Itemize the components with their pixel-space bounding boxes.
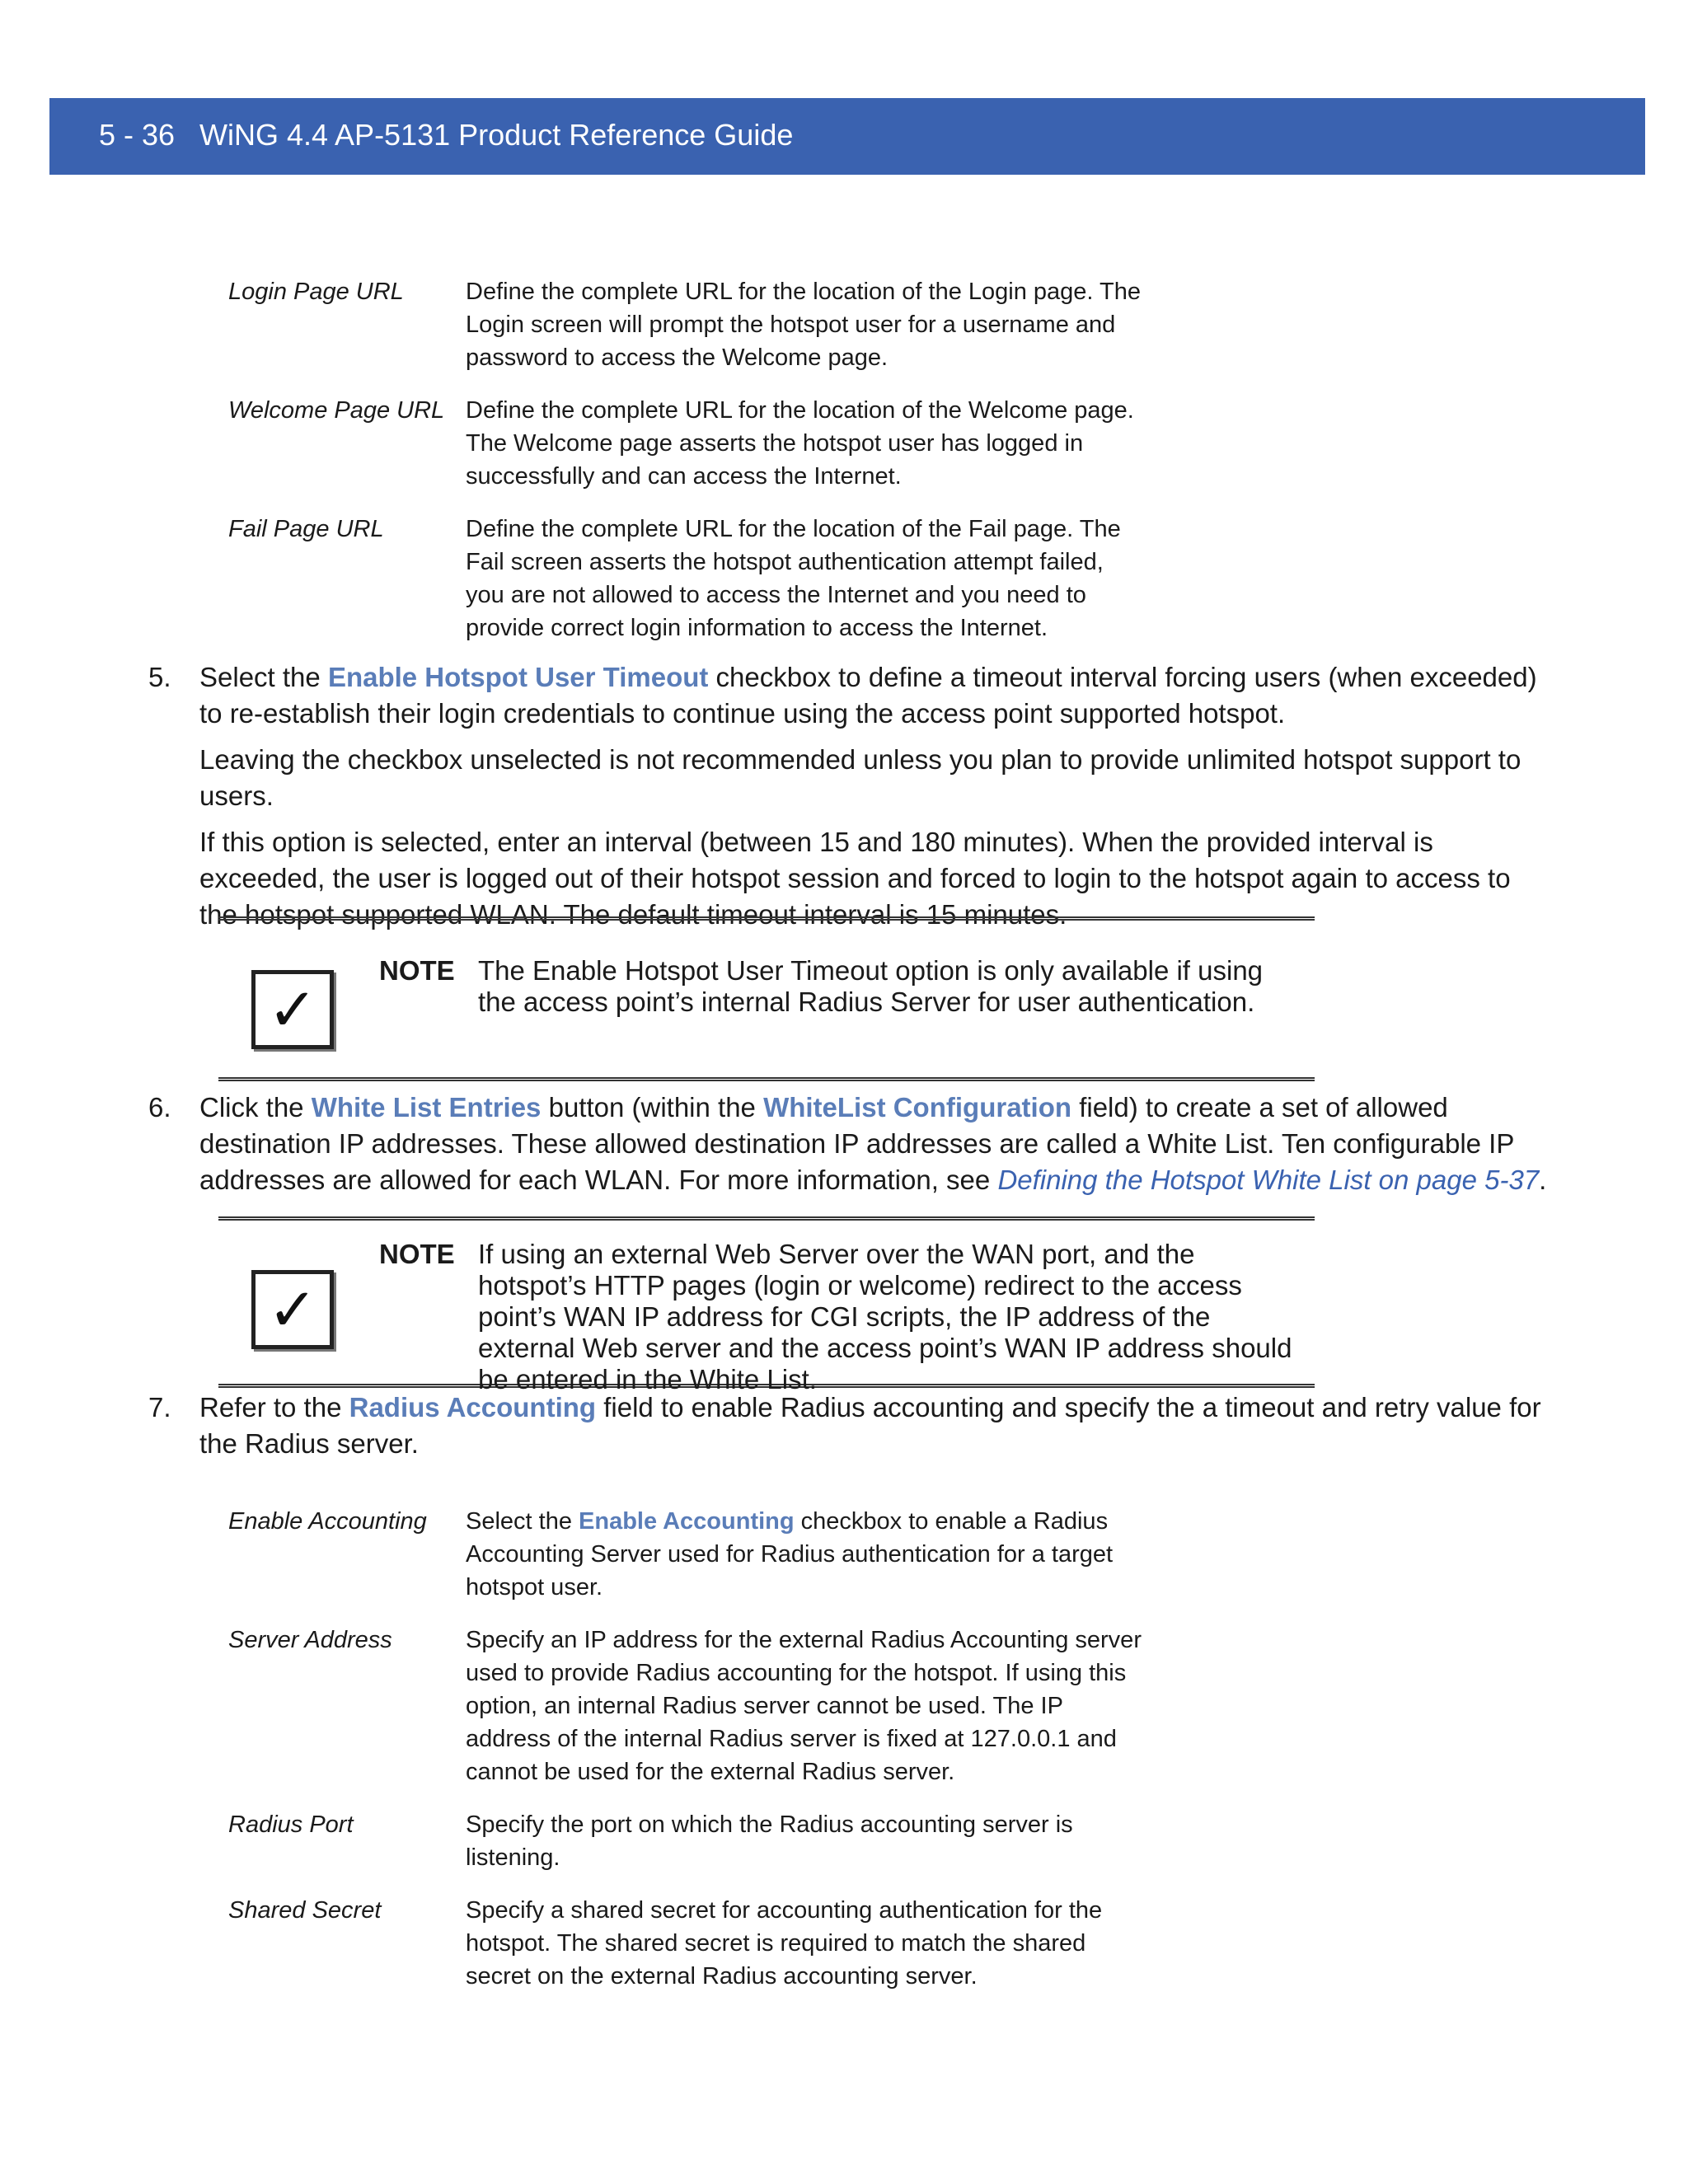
definition-description: Define the complete URL for the location of the Welcome page. The Welcome page asserts the hotspot user has logged in successfully and can access the Internet. [466,397,1134,490]
definition-description: Specify a shared secret for accounting authentication for the hotspot. The shared secret is required to match the shared secret on the external Radius accounting server. [466,1897,1103,1990]
step-paragraph: Click the White List Entries button (within the WhiteList Configuration field) to create a set of allowed destination IP addresses. These allowed destination IP addresses are called a White List. Ten configurable IP addresses are allowed for each WLAN. For more information, see Defining the Hotspot White List on page 5-37. [199,1092,1547,1195]
definition-description: Select the Enable Accounting checkbox to enable a Radius Accounting Server used for Radius authentication for a target hotspot user. [466,1508,1114,1601]
step-paragraph: Select the Enable Hotspot User Timeout checkbox to define a timeout interval forcing users (when exceeded) to re-establish their login credentials to continue using the access point supported hotspot. [199,662,1537,729]
definition-term: Fail Page URL [228,516,384,542]
definition-description: Specify an IP address for the external Radius Accounting server used to provide Radius accounting for the hotspot. If using this option, an internal Radius server cannot be used. The IP address of the internal Radius server is fixed at 127.0.0.1 and cannot be used for the external Radius server. [466,1627,1142,1785]
definition-term: Server Address [228,1627,392,1653]
note-text: The Enable Hotspot User Timeout option is only available if using the access point’s internal Radius Server for user authentication. [478,955,1264,1017]
definition-row [228,1505,1143,1604]
page-number: 5 - 36 [99,118,176,152]
definition-row [228,394,1143,493]
step-paragraph: If this option is selected, enter an interval (between 15 and 180 minutes). When the provided interval is exceeded, the user is logged out of their hotspot session and forced to login to the hotspot again to access to the hotspot supported WLAN. The default timeout interval is 15 minutes. [199,827,1511,930]
step-paragraph: Refer to the Radius Accounting field to enable Radius accounting and specify the a timeout and retry value for the Radius server. [199,1392,1541,1459]
document-title: WiNG 4.4 AP-5131 Product Reference Guide [199,118,794,152]
url-definitions-table [228,275,1143,664]
cross-reference-link[interactable]: Defining the Hotspot White List on page 5-37 [997,1165,1540,1195]
ui-keyword: WhiteList Configuration [763,1092,1072,1122]
step-7 [148,1390,1550,1472]
checkmark-icon: ✓ [251,1270,334,1349]
step-5 [148,659,1550,943]
definition-row [228,1894,1143,1993]
definition-term: Radius Port [228,1811,354,1838]
accounting-definitions-table [228,1505,1143,2013]
note-box [218,916,1315,1081]
step-6 [148,1090,1550,1208]
note-label: NOTE [379,1239,455,1269]
page-header [49,98,1645,175]
ui-keyword: White List Entries [311,1092,542,1122]
definition-description: Specify the port on which the Radius accounting server is listening. [466,1811,1073,1871]
definition-term: Shared Secret [228,1897,382,1924]
note-label: NOTE [379,955,455,986]
step-number: 7. [148,1392,171,1422]
definition-description: Define the complete URL for the location of the Login page. The Login screen will prompt the hotspot user for a username and password to access the Welcome page. [466,279,1141,371]
ui-keyword: Enable Accounting [579,1508,795,1535]
definition-row [228,1808,1143,1874]
definition-row [228,513,1143,644]
definition-term: Enable Accounting [228,1508,427,1535]
step-number: 6. [148,1092,171,1122]
note-box [218,1216,1315,1394]
definition-term: Login Page URL [228,279,404,305]
definition-term: Welcome Page URL [228,397,445,424]
ui-keyword: Enable Hotspot User Timeout [327,662,709,692]
step-paragraph: Leaving the checkbox unselected is not recommended unless you plan to provide unlimited hotspot support to users. [199,744,1522,811]
step-number: 5. [148,662,171,692]
note-text: If using an external Web Server over the WAN port, and the hotspot’s HTTP pages (login or welcome) redirect to the access point’s WAN IP address for CGI scripts, the IP address of the external Web server and the access point’s WAN IP address should be entered in the White List. [478,1239,1292,1394]
definition-description: Define the complete URL for the location of the Fail page. The Fail screen asserts the hotspot authentication attempt failed, you are not allowed to access the Internet and you need to provide correct login information to access the Internet. [466,516,1121,641]
definition-row [228,275,1143,374]
ui-keyword: Radius Accounting [349,1392,597,1422]
checkmark-icon: ✓ [251,970,334,1049]
definition-row [228,1624,1143,1788]
